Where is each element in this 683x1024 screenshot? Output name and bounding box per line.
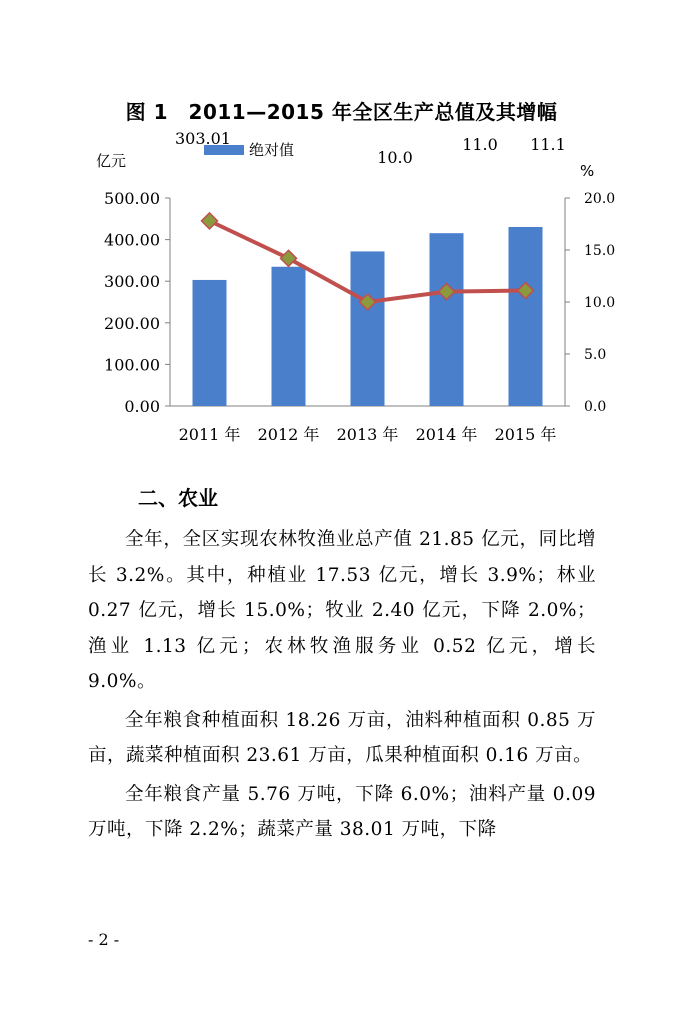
bar-data-label: 303.01 xyxy=(175,129,231,148)
y-axis-left-title: 亿元 xyxy=(96,152,127,170)
y-tick-label-right: 0.0 xyxy=(584,399,607,415)
gdp-chart xyxy=(0,128,683,458)
legend-label: 绝对值 xyxy=(249,141,295,159)
bar xyxy=(193,280,227,406)
growth-point xyxy=(281,250,297,266)
y-tick-label-right: 5.0 xyxy=(584,347,607,363)
y-tick-label-left: 300.00 xyxy=(104,272,160,292)
y-tick-label-left: 400.00 xyxy=(104,230,160,250)
x-tick-label: 2014 年 xyxy=(415,425,478,444)
line-data-label: 11.1 xyxy=(530,135,566,154)
x-tick-label: 2012 年 xyxy=(257,425,320,444)
y-tick-label-left: 0.00 xyxy=(124,397,160,416)
x-tick-label: 2013 年 xyxy=(336,425,399,444)
section-heading: 二、农业 xyxy=(138,486,218,510)
paragraph-2: 全年粮食种植面积 18.26 万亩，油料种植面积 0.85 万亩，蔬菜种植面积 23.61 万亩，瓜果种植面积 0.16 万亩。 xyxy=(88,709,596,766)
y-tick-label-left: 500.00 xyxy=(104,189,160,208)
bar xyxy=(272,267,306,406)
y-tick-label-left: 200.00 xyxy=(104,313,160,333)
bar xyxy=(430,233,464,406)
line-data-label: 11.0 xyxy=(462,135,498,154)
bar xyxy=(351,251,385,406)
x-tick-label: 2011 年 xyxy=(178,425,241,444)
y-tick-label-right: 15.0 xyxy=(584,243,616,259)
growth-point xyxy=(202,213,218,229)
bar xyxy=(509,227,543,406)
y-tick-label-right: 10.0 xyxy=(584,295,616,311)
x-tick-label: 2015 年 xyxy=(494,425,557,444)
y-tick-label-left: 100.00 xyxy=(104,355,160,375)
y-axis-right-title: % xyxy=(580,162,595,180)
paragraph-1: 全年，全区实现农林牧渔业总产值 21.85 亿元，同比增长 3.2%。其中，种植业 17.53 亿元，增长 3.9%；林业 0.27 亿元，增长 15.0%；牧业 2.40 亿元，下降 2.0%；渔业 1.13 亿元；农林牧渔服务业 0.52 亿元，增长 9.0%。 xyxy=(88,529,596,692)
page-number: - 2 - xyxy=(88,930,120,949)
y-tick-label-right: 20.0 xyxy=(584,191,616,207)
line-data-label: 10.0 xyxy=(377,148,413,167)
figure-title: 图 1 2011—2015 年全区生产总值及其增幅 xyxy=(125,100,558,124)
paragraph-3: 全年粮食产量 5.76 万吨，下降 6.0%；油料产量 0.09 万吨，下降 2.2%；蔬菜产量 38.01 万吨，下降 xyxy=(88,783,596,840)
body-text xyxy=(88,522,596,851)
